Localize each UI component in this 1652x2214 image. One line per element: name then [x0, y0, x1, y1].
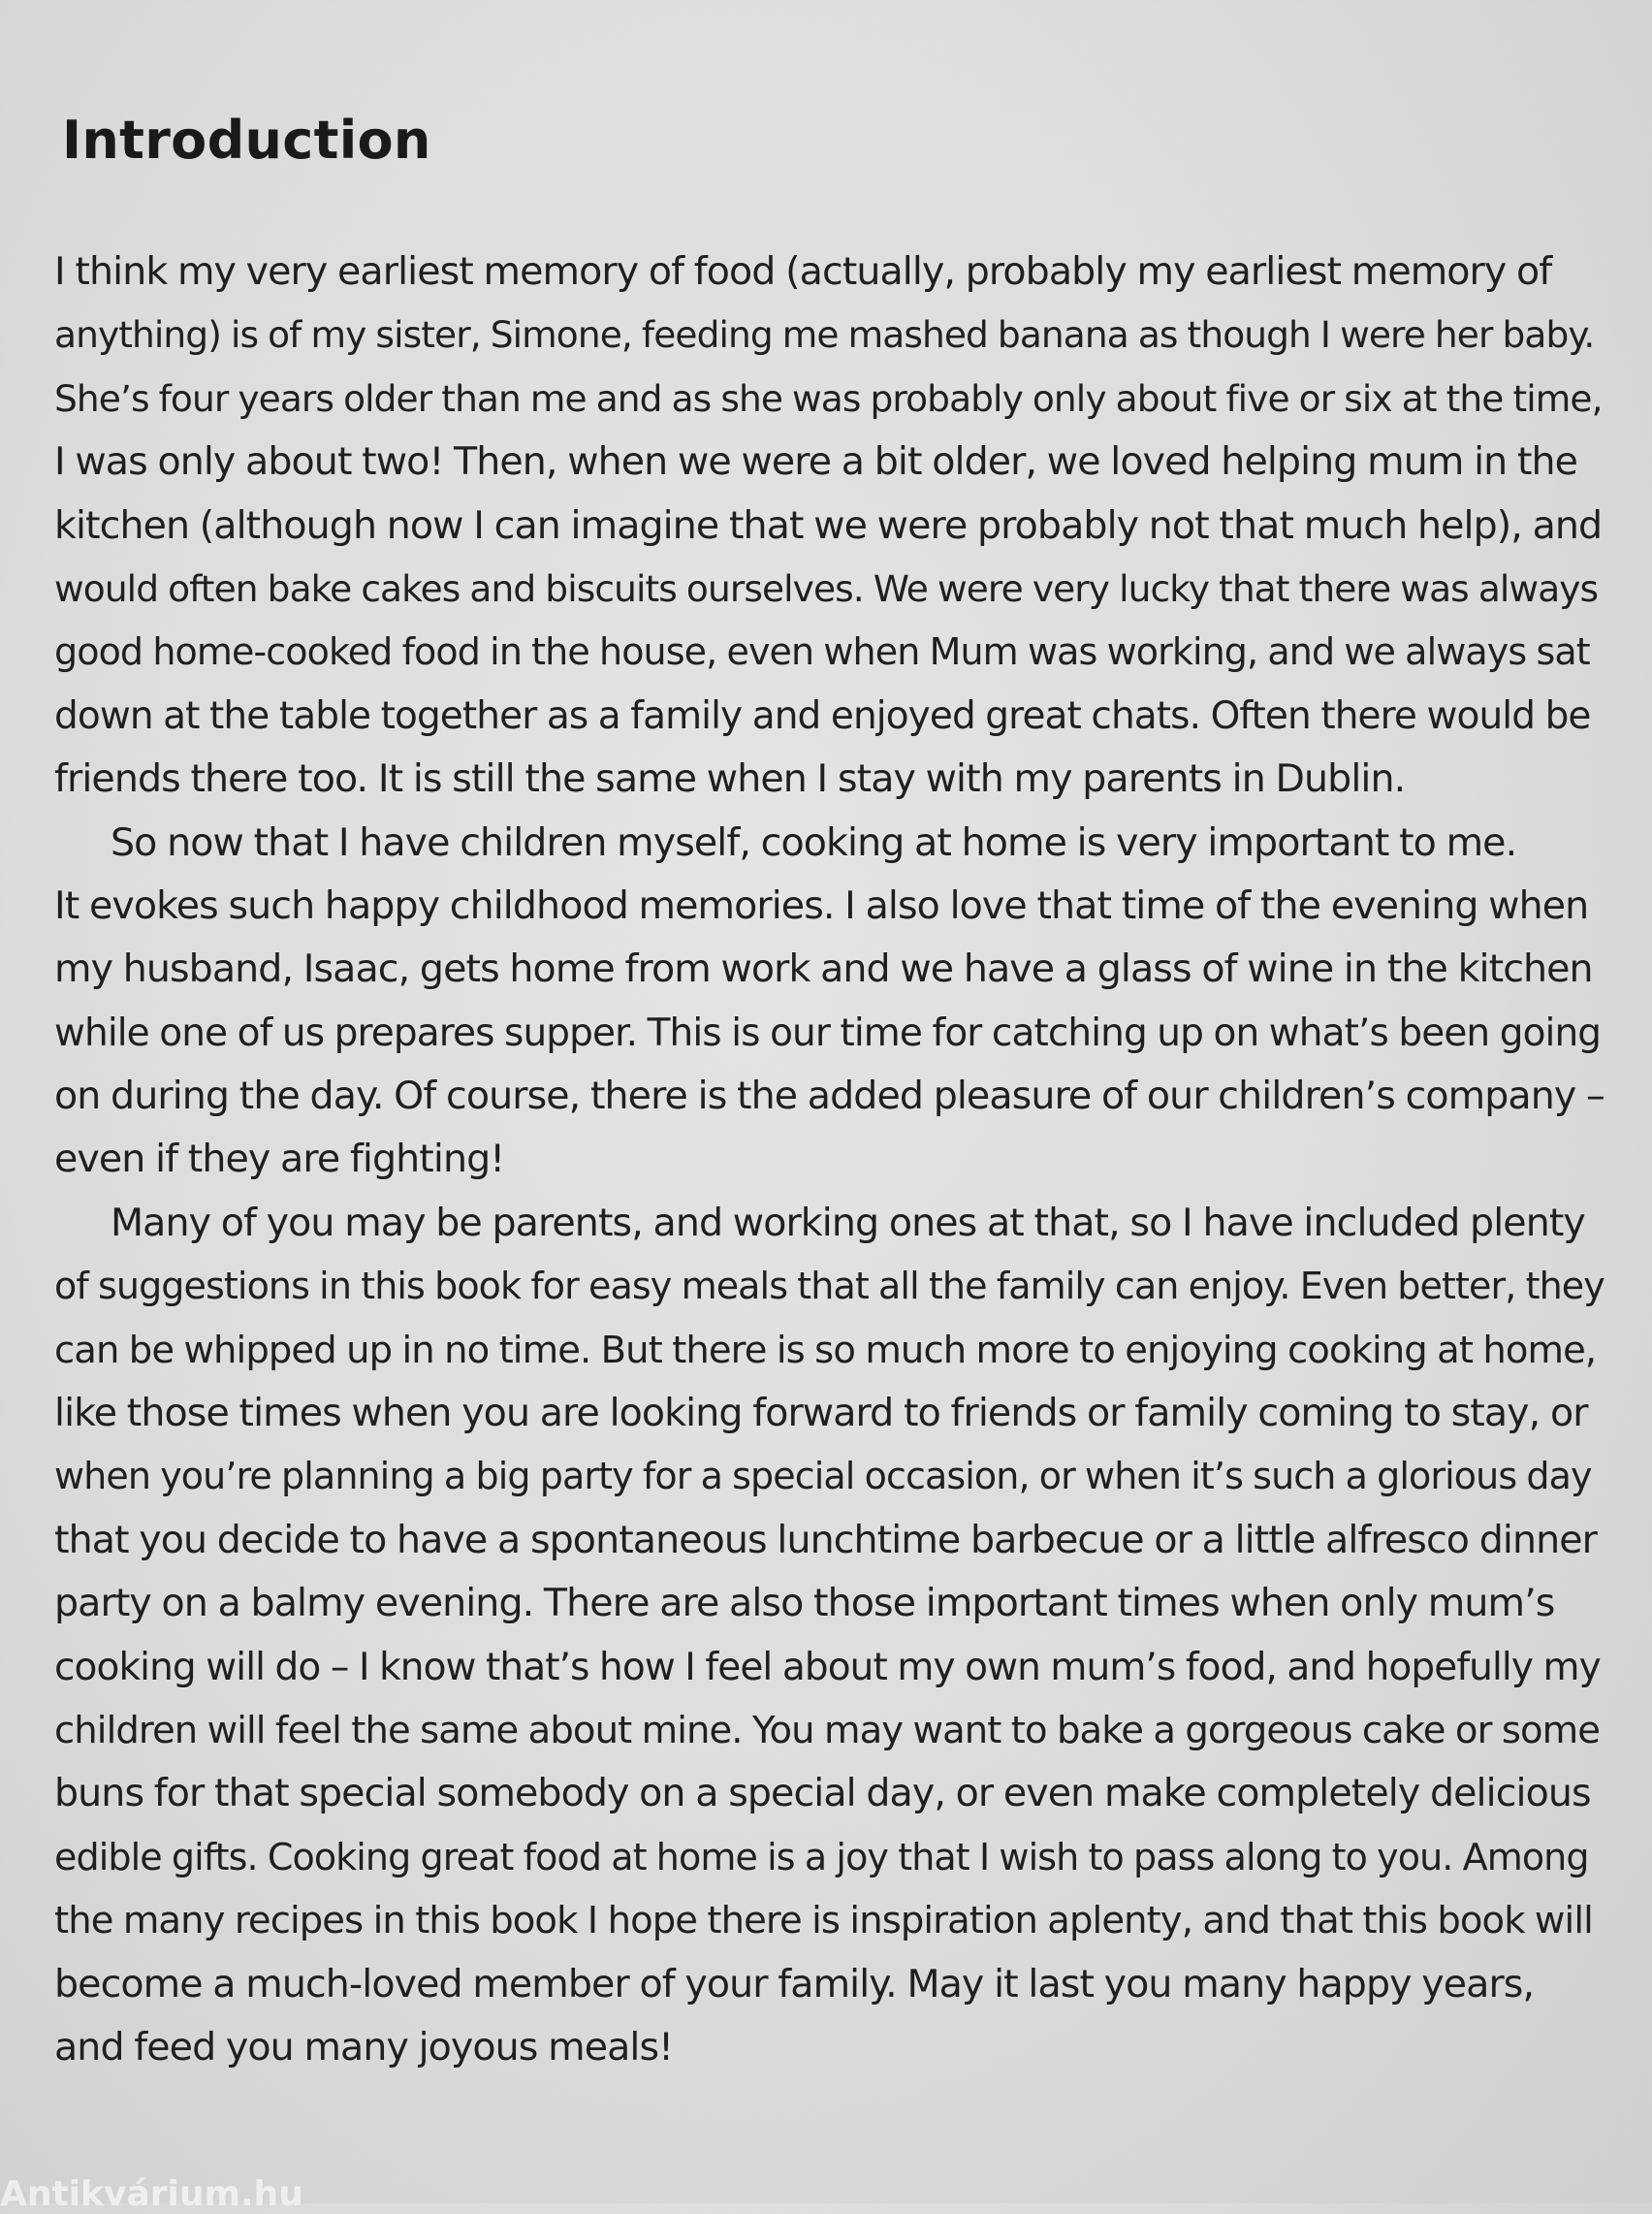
text-line: of suggestions in this book for easy meals that all the family can enjoy. Even better, they: [54, 1265, 1604, 1308]
text-line: good home-cooked food in the house, even when Mum was working, and we always sat: [54, 630, 1590, 674]
text-line: down at the table together as a family and enjoyed great chats. Often there would be: [54, 693, 1591, 738]
page-title: Introduction: [62, 110, 431, 171]
text-line: So now that I have children myself, cooking at home is very important to me.: [111, 819, 1517, 865]
text-line: edible gifts. Cooking great food at home is a joy that I wish to pass along to you. Among: [54, 1835, 1589, 1878]
text-line: can be whipped up in no time. But there is so much more to enjoying cooking at home,: [54, 1328, 1597, 1372]
text-line: that you decide to have a spontaneous lunchtime barbecue or a little alfresco dinner: [54, 1517, 1597, 1562]
text-line: anything) is of my sister, Simone, feeding me mashed banana as though I were her baby.: [54, 313, 1595, 357]
text-line: like those times when you are looking forward to friends or family coming to stay, or: [54, 1391, 1588, 1436]
text-line: buns for that special somebody on a special day, or even make completely delicious: [54, 1771, 1591, 1816]
text-line: become a much-loved member of your family. May it last you many happy years,: [54, 1961, 1535, 2006]
paragraph-3: [54, 1192, 1605, 2079]
text-line: while one of us prepares supper. This is our time for catching up on what’s been going: [54, 1011, 1602, 1055]
text-line: I think my very earliest memory of food (actually, probably my earliest memory of: [54, 249, 1552, 294]
text-line: She’s four years older than me and as she was probably only about five or six at the time,: [54, 376, 1603, 420]
text-line: and feed you many joyous meals!: [54, 2024, 674, 2070]
paragraph-1: [54, 241, 1605, 812]
text-line: I was only about two! Then, when we were a bit older, we loved helping mum in the: [54, 439, 1578, 485]
text-line: It evokes such happy childhood memories. I also love that time of the evening when: [54, 882, 1589, 928]
text-line: kitchen (although now I can imagine that we were probably not that much help), and: [54, 502, 1603, 548]
text-line: children will feel the same about mine. You may want to bake a gorgeous cake or some: [54, 1708, 1601, 1752]
text-line: friends there too. It is still the same when I stay with my parents in Dublin.: [54, 756, 1406, 802]
text-line: party on a balmy evening. There are also those important times when only mum’s: [54, 1581, 1555, 1626]
body-text: [54, 241, 1605, 2079]
text-line: on during the day. Of course, there is the added pleasure of our children’s company –: [54, 1074, 1604, 1119]
watermark-text: Antikvárium.hu: [0, 2174, 303, 2214]
text-line: cooking will do – I know that’s how I feel about my own mum’s food, and hopefully my: [54, 1645, 1601, 1689]
text-line: even if they are fighting!: [54, 1137, 505, 1182]
text-line: the many recipes in this book I hope there is inspiration aplenty, and that this book will: [54, 1899, 1593, 1943]
text-line: would often bake cakes and biscuits ourselves. We were very lucky that there was always: [54, 566, 1599, 610]
text-line: my husband, Isaac, gets home from work and we have a glass of wine in the kitchen: [54, 947, 1593, 992]
paragraph-2: [54, 812, 1605, 1192]
text-line: when you’re planning a big party for a special occasion, or when it’s such a glorious day: [54, 1455, 1592, 1498]
text-line: Many of you may be parents, and working ones at that, so I have included plenty: [111, 1200, 1585, 1245]
